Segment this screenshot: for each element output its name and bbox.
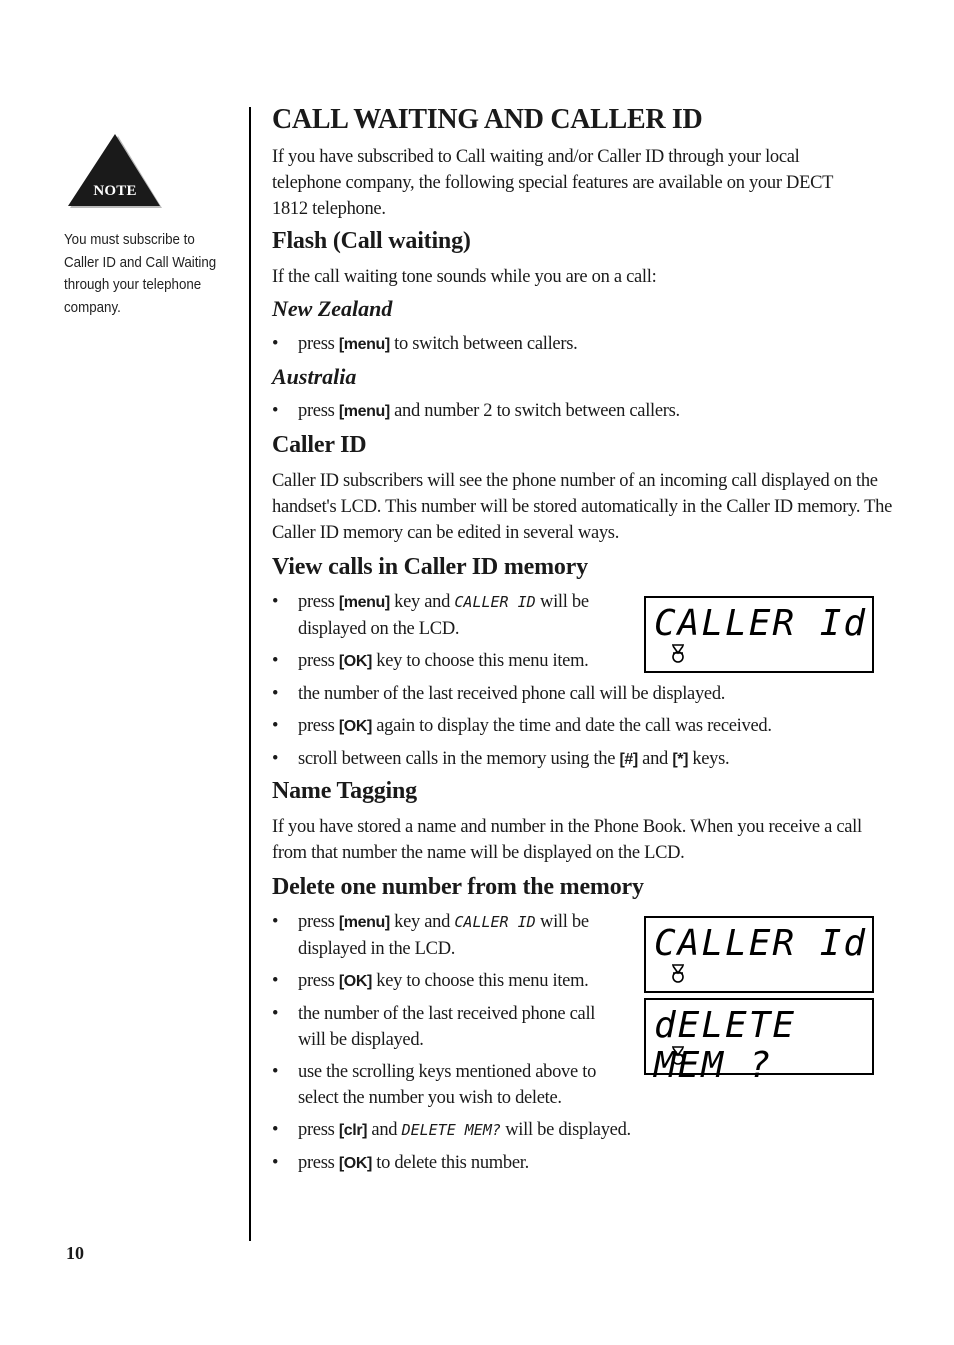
delete-heading: Delete one number from the memory — [272, 874, 644, 900]
flash-heading: Flash (Call waiting) — [272, 228, 471, 254]
au-heading: Australia — [272, 364, 357, 389]
column-divider — [249, 107, 251, 1241]
lcd-screen-text: CALLER Id — [654, 923, 868, 964]
scroll-arrows-icon — [670, 1044, 686, 1066]
lcd-display-delete-mem — [644, 998, 874, 1086]
list-item: • press [OK] again to display the time and date the call was received. — [272, 713, 792, 740]
list-item: • scroll between calls in the memory using the [#] and [*] keys. — [272, 746, 792, 773]
list-item: • the number of the last received phone call will be displayed. — [272, 681, 792, 707]
flash-text: If the call waiting tone sounds while you are on a call: — [272, 267, 657, 287]
note-icon — [66, 134, 164, 210]
list-item: • the number of the last received phone call will be displayed. — [272, 1001, 618, 1053]
lcd-screen-text: CALLER Id — [654, 603, 868, 644]
page-number: 10 — [66, 1243, 84, 1263]
au-list — [272, 398, 680, 425]
nz-list — [272, 331, 577, 358]
page-title: CALL WAITING AND CALLER ID — [272, 104, 703, 135]
list-item: • press [OK] to delete this number. — [272, 1150, 672, 1177]
lcd-screen-text: dELETE MEM ? — [654, 1005, 797, 1086]
list-item: • press [OK] key to choose this menu item. — [272, 648, 792, 675]
list-item: • use the scrolling keys mentioned above to select the number you wish to delete. — [272, 1059, 618, 1111]
caller-id-text: Caller ID subscribers will see the phone number of an incoming call displayed on the handset's LCD. This number will be stored automatically in the Caller ID memory. The Caller ID memory can be edited in several ways. — [272, 471, 893, 543]
list-item: • press [menu] key and CALLER ID will be displayed on the LCD. — [272, 589, 608, 642]
list-item: • press [clr] and DELETE MEM? will be displayed. — [272, 1117, 718, 1144]
list-item: • press [menu] key and CALLER ID will be displayed in the LCD. — [272, 909, 598, 962]
lcd-display-caller-id — [644, 596, 874, 673]
scroll-arrows-icon — [670, 962, 686, 984]
list-item: • press [menu] to switch between callers. — [272, 331, 577, 358]
list-item: • press [menu] and number 2 to switch between callers. — [272, 398, 680, 425]
scroll-arrows-icon — [670, 642, 686, 664]
nz-heading: New Zealand — [272, 296, 393, 321]
view-calls-heading: View calls in Caller ID memory — [272, 554, 588, 580]
intro-text: If you have subscribed to Call waiting and/or Caller ID through your local telephone company, the following special features are available on your DECT 1812 telephone. — [272, 147, 833, 219]
lcd-display-caller-id-delete — [644, 916, 874, 993]
name-tagging-heading: Name Tagging — [272, 778, 417, 804]
note-text: You must subscribe to Caller ID and Call Waiting through your telephone company. — [64, 232, 217, 316]
note-label: NOTE — [93, 183, 137, 199]
caller-id-heading: Caller ID — [272, 432, 367, 458]
list-item: • press [OK] key to choose this menu item. — [272, 968, 672, 995]
name-tagging-text: If you have stored a name and number in the Phone Book. When you receive a call from that number the name will be displayed on the LCD. — [272, 817, 862, 863]
delete-list — [272, 909, 672, 1177]
